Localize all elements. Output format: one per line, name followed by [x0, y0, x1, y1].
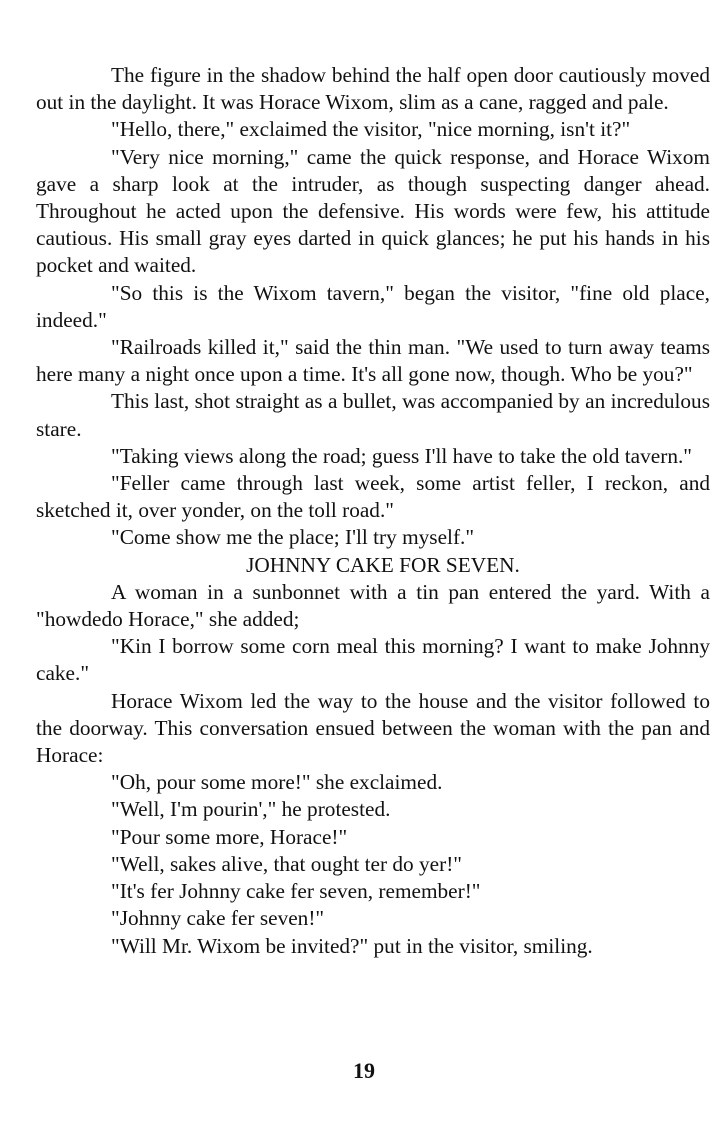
paragraph: "So this is the Wixom tavern," began the visitor, "fine old place, indeed." — [36, 280, 710, 332]
page-number: 19 — [353, 1058, 375, 1083]
paragraph: This last, shot straight as a bullet, was accompanied by an incredulous stare. — [36, 389, 710, 441]
paragraph: "Hello, there," exclaimed the visitor, "nice morning, isn't it?" — [111, 117, 631, 142]
paragraph: "Johnny cake fer seven!" — [111, 906, 325, 931]
paragraph: "Oh, pour some more!" she exclaimed. — [111, 770, 443, 795]
paragraph: "Feller came through last week, some artist feller, I reckon, and sketched it, over yonder, on the toll road." — [36, 471, 710, 523]
page-body — [36, 62, 710, 960]
paragraph: "Railroads killed it," said the thin man. "We used to turn away teams here many a night once upon a time. It's all gone now, though. Who be you?" — [36, 335, 710, 387]
paragraph: "Very nice morning," came the quick response, and Horace Wixom gave a sharp look at the intruder, as though suspecting danger ahead. Throughout he acted upon the defensive. His words were few, his attitude cautious. His small gray eyes darted in quick glances; he put his hands in his pocket and waited. — [36, 144, 710, 278]
section-heading: JOHNNY CAKE FOR SEVEN. — [246, 552, 520, 577]
paragraph: "Well, I'm pourin'," he protested. — [111, 797, 391, 822]
paragraph: "Well, sakes alive, that ought ter do yer!" — [111, 851, 462, 876]
paragraph: "Kin I borrow some corn meal this morning? I want to make Johnny cake." — [36, 634, 710, 686]
paragraph: "Pour some more, Horace!" — [111, 824, 348, 849]
paragraph: The figure in the shadow behind the half open door cautiously moved out in the daylight. It was Horace Wixom, slim as a cane, ragged and pale. — [36, 63, 710, 115]
paragraph: "Taking views along the road; guess I'll have to take the old tavern." — [111, 443, 692, 468]
paragraph: "Will Mr. Wixom be invited?" put in the visitor, smiling. — [111, 933, 593, 958]
paragraph: "Come show me the place; I'll try myself." — [111, 525, 475, 550]
paragraph: "It's fer Johnny cake fer seven, remember!" — [111, 879, 481, 904]
paragraph: A woman in a sunbonnet with a tin pan entered the yard. With a "howdedo Horace," she added; — [36, 579, 710, 632]
paragraph: Horace Wixom led the way to the house and the visitor followed to the doorway. This conversation ensued between the woman with the pan and Horace: — [36, 688, 710, 768]
